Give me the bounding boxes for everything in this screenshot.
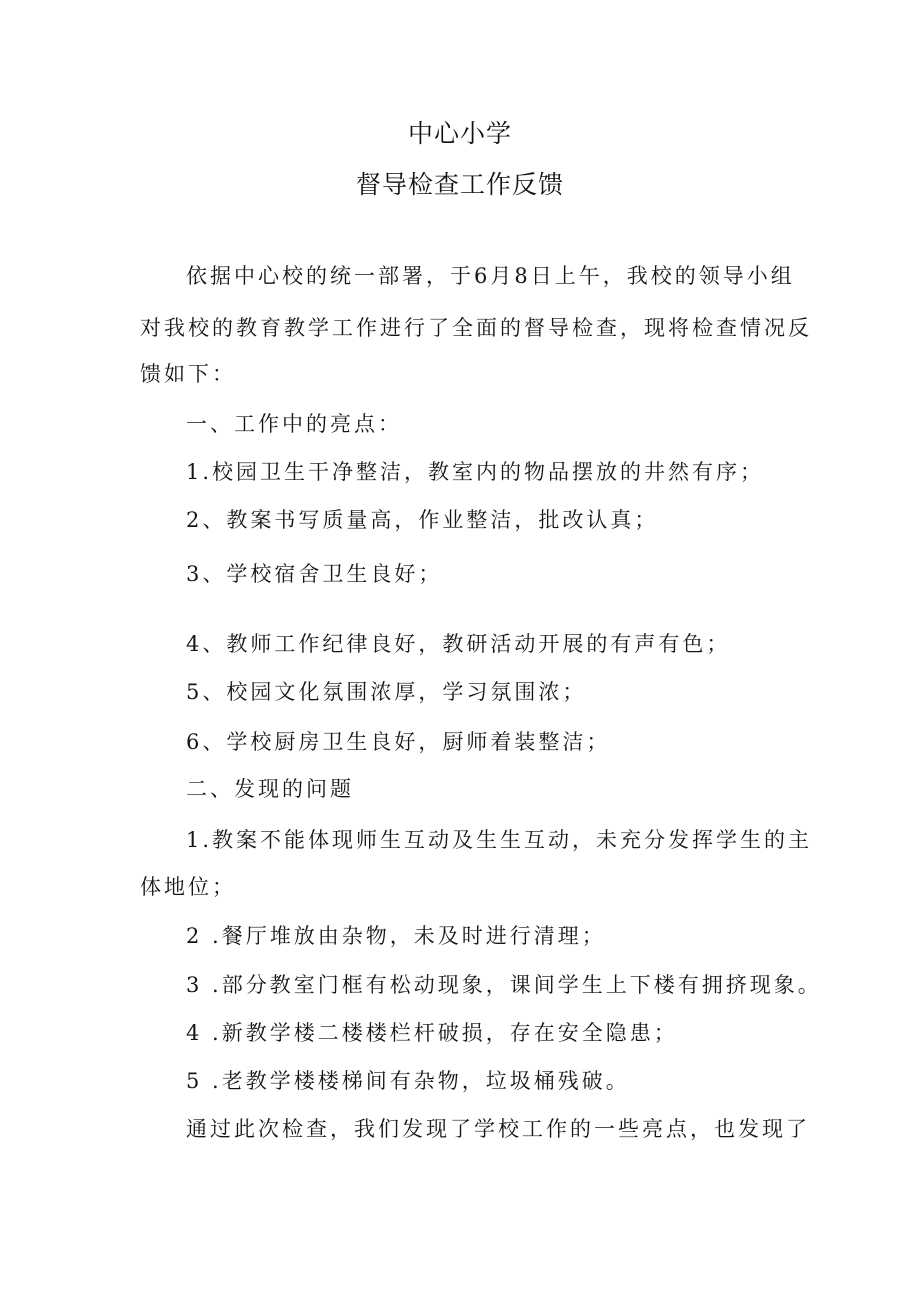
list-item: 2 .餐厅堆放由杂物，未及时进行清理； bbox=[186, 924, 606, 948]
list-item: 5 .老教学楼楼梯间有杂物，垃圾桶残破。 bbox=[186, 1069, 630, 1093]
list-item: 4 .新教学楼二楼楼栏杆破损，存在安全隐患； bbox=[186, 1021, 678, 1045]
list-item: 3 .部分教室门框有松动现象，课间学生上下楼有拥挤现象。 bbox=[186, 973, 822, 997]
section-heading-highlights: 一、工作中的亮点： bbox=[186, 412, 402, 436]
paragraph-line: 馈如下： bbox=[140, 362, 236, 386]
paragraph-line: 通过此次检查，我们发现了学校工作的一些亮点，也发现了 bbox=[186, 1117, 810, 1141]
list-item-continuation: 体地位； bbox=[140, 875, 236, 899]
list-item: 5、校园文化氛围浓厚，学习氛围浓； bbox=[186, 680, 587, 704]
list-item: 1.校园卫生干净整洁，教室内的物品摆放的井然有序； bbox=[186, 460, 765, 484]
section-heading-problems: 二、发现的问题 bbox=[186, 777, 354, 801]
list-item: 6、学校厨房卫生良好，厨师着装整洁； bbox=[186, 730, 611, 754]
paragraph-line: 依据中心校的统一部署，于6月8日上午，我校的领导小组 bbox=[186, 264, 795, 288]
document-title: 中心小学 bbox=[407, 119, 512, 148]
list-item: 4、教师工作纪律良好，教研活动开展的有声有色； bbox=[186, 632, 731, 656]
document-subtitle: 督导检查工作反馈 bbox=[355, 170, 564, 199]
list-item: 3、学校宿舍卫生良好； bbox=[186, 562, 443, 586]
paragraph-line: 对我校的教育教学工作进行了全面的督导检查，现将检查情况反 bbox=[140, 316, 812, 340]
list-item: 1.教案不能体现师生互动及生生互动，未充分发挥学生的主 bbox=[186, 828, 813, 852]
list-item: 2、教案书写质量高，作业整洁，批改认真； bbox=[186, 508, 659, 532]
